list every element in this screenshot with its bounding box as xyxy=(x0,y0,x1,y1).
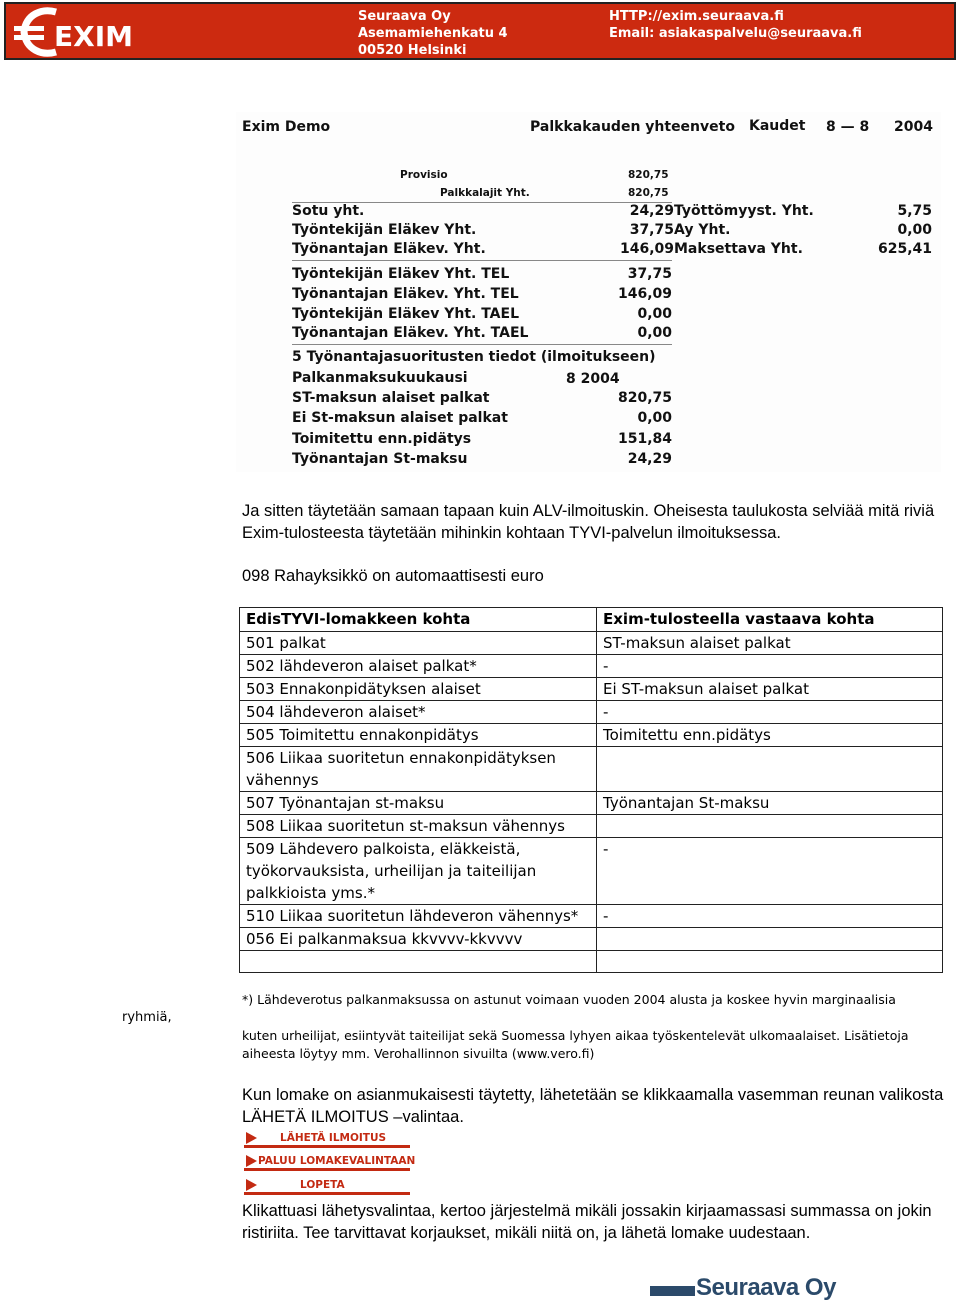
table-row xyxy=(240,838,943,905)
table-cell-exim xyxy=(597,815,943,838)
table-cell-exim: ST-maksun alaiset palkat xyxy=(597,632,943,655)
column-header-exim: Exim-tulosteella vastaava kohta xyxy=(597,608,943,632)
company-contact xyxy=(609,8,862,42)
quit-button[interactable] xyxy=(244,1177,410,1195)
send-instructions: Kun lomake on asianmukaisesti täytetty, lähetetään se klikkaamalla vasemman reunan valikosta LÄHETÄ ILMOITUS –valintaa. xyxy=(242,1086,944,1126)
table-cell-exim xyxy=(597,951,943,973)
table-cell-exim xyxy=(597,747,943,792)
tel-employer-value: 146,09 xyxy=(617,286,672,302)
table-row xyxy=(240,951,943,973)
summary-title: Palkkakauden yhteenveto xyxy=(530,119,735,135)
st-maksun-alaiset-label: ST-maksun alaiset palkat xyxy=(292,390,490,406)
table-row xyxy=(240,701,943,724)
provisio-value: 820,75 xyxy=(628,169,669,181)
table-cell-edistyvi: 056 Ei palkanmaksua kkvvvv-kkvvvv xyxy=(240,928,597,951)
table-cell-exim: Toimitettu enn.pidätys xyxy=(597,724,943,747)
arrow-right-icon xyxy=(246,1132,257,1144)
table-cell-edistyvi: 505 Toimitettu ennakonpidätys xyxy=(240,724,597,747)
table-cell-edistyvi xyxy=(240,951,597,973)
sotu-value: 24,29 xyxy=(629,203,674,219)
table-row xyxy=(240,655,943,678)
table-cell-edistyvi: 503 Ennakonpidätyksen alaiset xyxy=(240,678,597,701)
tyottomyys-value: 5,75 xyxy=(897,203,932,219)
palkkalajit-label: Palkkalajit Yht. xyxy=(440,187,530,199)
company-address xyxy=(358,8,508,59)
table-cell-edistyvi: 508 Liikaa suoritetun st-maksun vähennys xyxy=(240,815,597,838)
euro-icon xyxy=(12,6,133,58)
company-city: 00520 Helsinki xyxy=(358,43,467,58)
exim-logo xyxy=(12,6,133,58)
table-cell-edistyvi: 510 Liikaa suoritetun lähdeveron vähennys* xyxy=(240,905,597,928)
toimitettu-value: 151,84 xyxy=(617,431,672,447)
palkanmaksukuukausi-label: Palkanmaksukuukausi xyxy=(292,370,468,386)
table-cell-edistyvi: 506 Liikaa suoritetun ennakonpidätyksen vähennys xyxy=(240,747,597,792)
table-cell-edistyvi: 504 lähdeveron alaiset* xyxy=(240,701,597,724)
back-to-forms-button[interactable] xyxy=(244,1153,416,1171)
payroll-summary-image xyxy=(236,112,941,472)
tael-employee-value: 0,00 xyxy=(637,306,672,322)
table-header-row xyxy=(240,608,943,632)
tel-employee-value: 37,75 xyxy=(627,266,672,282)
tyontekija-elakev-label: Työntekijän Eläkev Yht. xyxy=(292,222,477,238)
company-street: Asemamiehenkatu 4 xyxy=(358,26,508,41)
table-cell-edistyvi: 507 Työnantajan st-maksu xyxy=(240,792,597,815)
tael-employer-value: 0,00 xyxy=(637,325,672,341)
st-maksu-label: Työnantajan St-maksu xyxy=(292,451,468,467)
table-cell-exim: Ei ST-maksun alaiset palkat xyxy=(597,678,943,701)
maksettava-label: Maksettava Yht. xyxy=(674,241,803,257)
arrow-right-icon xyxy=(246,1179,257,1191)
tyontekija-elakev-value: 37,75 xyxy=(629,222,674,238)
company-url[interactable]: HTTP://exim.seuraava.fi xyxy=(609,9,784,24)
tyottomyys-label: Työttömyyst. Yht. xyxy=(674,203,814,219)
table-cell-exim: - xyxy=(597,838,943,905)
table-cell-edistyvi: 509 Lähdevero palkoista, eläkkeistä, työkorvauksista, urheilijan ja taiteilijan palkkioista yms.* xyxy=(240,838,597,905)
tel-employee-label: Työntekijän Eläkev Yht. TEL xyxy=(292,266,510,282)
tael-employee-label: Työntekijän Eläkev Yht. TAEL xyxy=(292,306,519,322)
ay-label: Ay Yht. xyxy=(674,222,731,238)
palkanmaksukuukausi-value: 8 2004 xyxy=(566,371,620,387)
side-note: ryhmiä, xyxy=(122,1010,172,1025)
section-title: 5 Työnantajasuoritusten tiedot (ilmoitukseen) xyxy=(292,349,656,365)
maksettava-value: 625,41 xyxy=(877,241,932,257)
provisio-label: Provisio xyxy=(400,169,448,181)
table-row xyxy=(240,632,943,655)
ei-st-maksun-value: 0,00 xyxy=(637,410,672,426)
table-cell-exim: - xyxy=(597,655,943,678)
footer-logo xyxy=(650,1274,950,1306)
table-cell-exim: Työnantajan St-maksu xyxy=(597,792,943,815)
mapping-table xyxy=(239,607,943,973)
company-name: Seuraava Oy xyxy=(358,9,451,24)
ay-value: 0,00 xyxy=(897,222,932,238)
table-cell-edistyvi: 502 lähdeveron alaiset palkat* xyxy=(240,655,597,678)
table-row xyxy=(240,747,943,792)
footnote-continued: kuten urheilijat, esiintyvät taiteilijat sekä Suomessa lyhyen aikaa työskentelevät ulkomaalaiset. Lisätietoja aiheesta löytyy mm. Verohallinnon sivuilta (www.vero.fi) xyxy=(242,1028,909,1061)
send-report-button[interactable] xyxy=(244,1130,410,1148)
footer-bar xyxy=(650,1286,695,1296)
st-maksun-alaiset-value: 820,75 xyxy=(617,390,672,406)
ei-st-maksun-label: Ei St-maksun alaiset palkat xyxy=(292,410,508,426)
table-row xyxy=(240,928,943,951)
tyonantaja-elakev-value: 146,09 xyxy=(619,241,674,257)
table-cell-exim: - xyxy=(597,905,943,928)
quit-label: LOPETA xyxy=(300,1179,345,1191)
sotu-label: Sotu yht. xyxy=(292,203,365,219)
column-header-edistyvi: EdisTYVI-lomakkeen kohta xyxy=(240,608,597,632)
summary-period: 8 — 8 xyxy=(826,119,870,135)
summary-year: 2004 xyxy=(894,119,933,135)
header-banner xyxy=(4,2,956,60)
divider xyxy=(292,260,672,261)
footer-brand: Seuraava Oy xyxy=(696,1274,836,1301)
table-row xyxy=(240,792,943,815)
currency-note: 098 Rahayksikkö on automaattisesti euro xyxy=(242,567,544,585)
footnote: *) Lähdeverotus palkanmaksussa on astunut voimaan vuoden 2004 alusta ja koskee hyvin marginaalisia xyxy=(242,992,896,1007)
table-row xyxy=(240,678,943,701)
table-row xyxy=(240,815,943,838)
summary-period-label: Kaudet xyxy=(749,118,806,134)
toimitettu-label: Toimitettu enn.pidätys xyxy=(292,431,472,447)
company-email[interactable]: Email: asiakaspalvelu@seuraava.fi xyxy=(609,26,862,41)
send-report-label: LÄHETÄ ILMOITUS xyxy=(280,1132,387,1144)
arrow-right-icon xyxy=(246,1155,257,1167)
divider xyxy=(292,344,672,345)
back-to-forms-label: PALUU LOMAKEVALINTAAN xyxy=(258,1155,416,1167)
tel-employer-label: Työnantajan Eläkev. Yht. TEL xyxy=(292,286,519,302)
tael-employer-label: Työnantajan Eläkev. Yht. TAEL xyxy=(292,325,529,341)
summary-company: Exim Demo xyxy=(242,119,331,135)
table-cell-exim xyxy=(597,928,943,951)
palkkalajit-value: 820,75 xyxy=(628,187,669,199)
intro-paragraph: Ja sitten täytetään samaan tapaan kuin ALV-ilmoituskin. Oheisesta taulukosta selviää mitä riviä Exim-tulosteesta täytetään mihinkin kohtaan TYVI-palvelun ilmoituksessa. xyxy=(242,502,935,542)
final-instructions: Klikattuasi lähetysvalintaa, kertoo järjestelmä mikäli jossakin kirjaamassasi summassa on jokin ristiriita. Tee tarvittavat korjaukset, mikäli niitä on, ja lähetä lomake uudestaan. xyxy=(242,1202,932,1242)
table-row xyxy=(240,724,943,747)
tyonantaja-elakev-label: Työnantajan Eläkev. Yht. xyxy=(292,241,486,257)
table-row xyxy=(240,905,943,928)
table-cell-exim: - xyxy=(597,701,943,724)
table-cell-edistyvi: 501 palkat xyxy=(240,632,597,655)
svg-text:EXIM: EXIM xyxy=(54,20,133,53)
st-maksu-value: 24,29 xyxy=(627,451,672,467)
